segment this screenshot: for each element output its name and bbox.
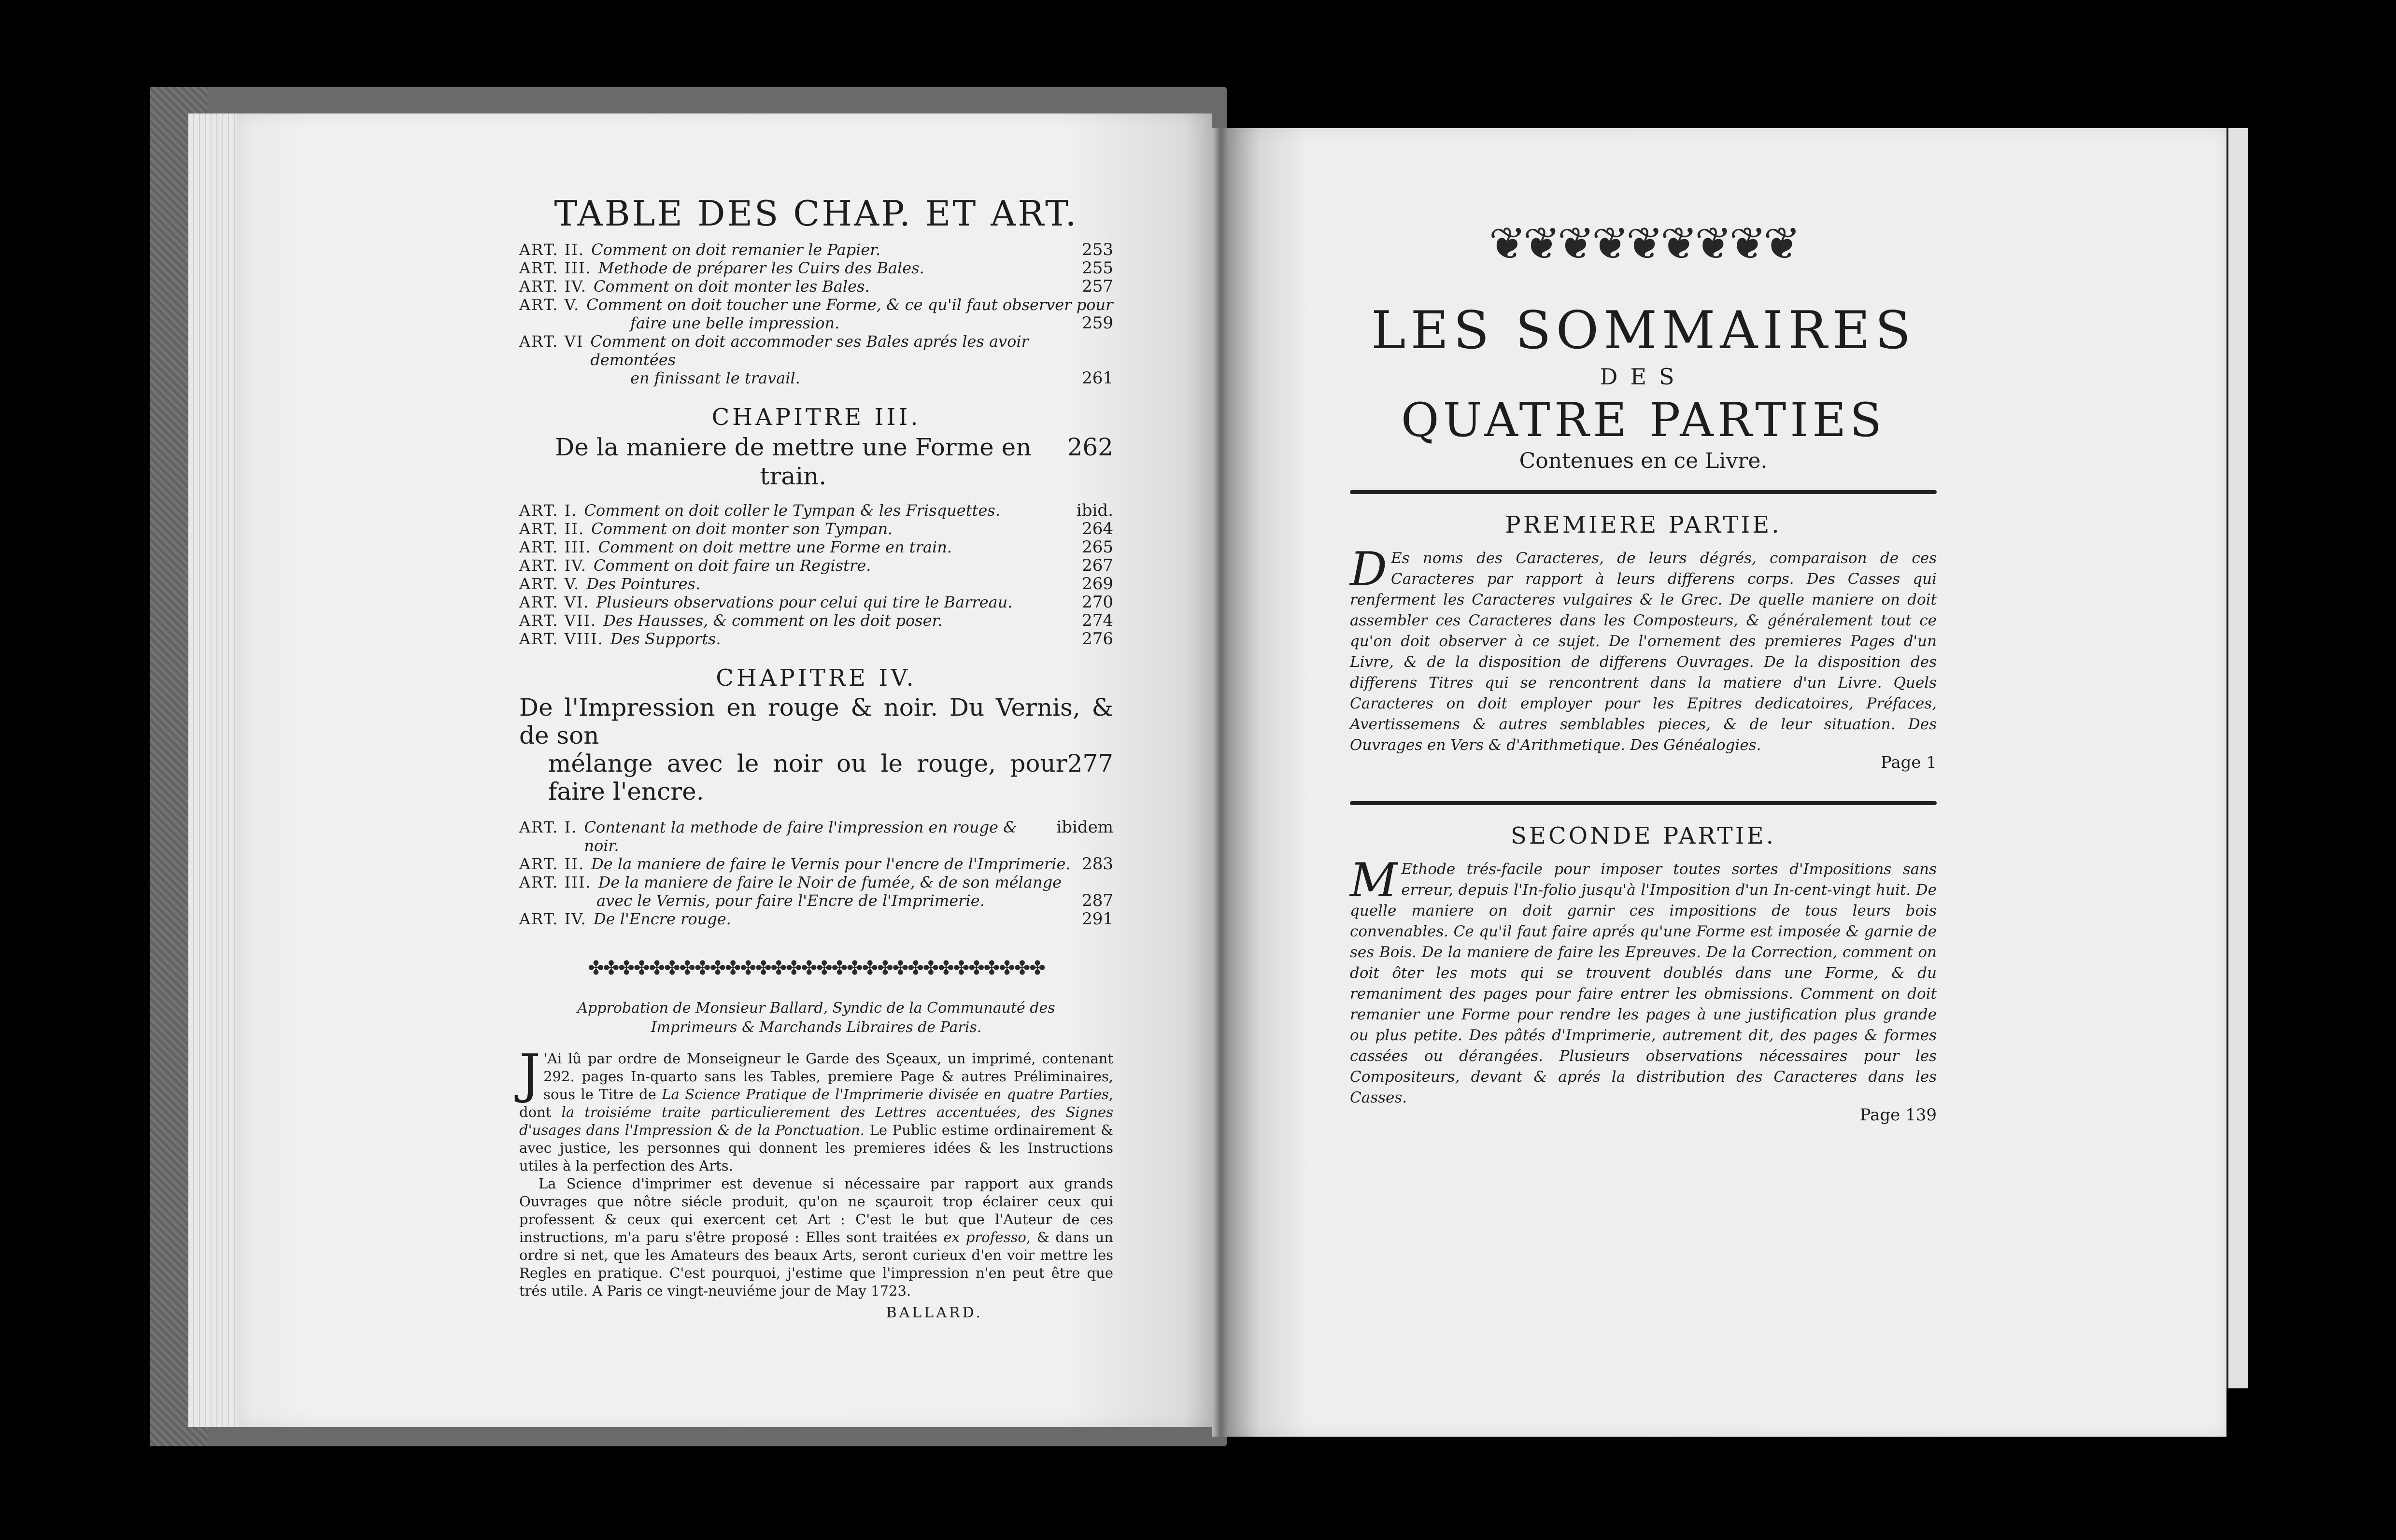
chapter-heading: CHAPITRE III.: [711, 404, 921, 431]
article-title: Des Hausses, & comment on les doit poser.: [603, 611, 943, 630]
toc-entry: [519, 556, 1113, 575]
text-run: , dont: [519, 1086, 1113, 1120]
page-number: 269: [1082, 574, 1113, 593]
toc-entry: [519, 538, 1113, 556]
article-title: Comment on doit toucher une Forme, & ce qu'il faut observer pour: [586, 296, 1113, 314]
article-title: Comment on doit coller le Tympan & les Frisquettes.: [584, 501, 1000, 520]
article-title: Comment on doit faire un Registre.: [593, 556, 871, 575]
page-number: 253: [1082, 240, 1113, 259]
toc-entry: [519, 520, 1113, 538]
article-number: ART. II.: [519, 240, 585, 259]
drop-cap: M: [1350, 853, 1398, 907]
fleuron-divider-icon: ✤✤✤✤✤✤✤✤✤✤✤✤✤✤✤✤✤✤✤✤✤✤✤✤✤✤✤✤✤✤: [588, 957, 1045, 979]
page-number: 267: [1082, 556, 1113, 575]
article-title: Comment on doit remanier le Papier.: [591, 240, 881, 259]
article-title: Comment on doit monter son Tympan.: [591, 520, 893, 538]
article-number: ART. III.: [519, 538, 592, 556]
page-number: 287: [1082, 891, 1113, 910]
toc-entry: [519, 593, 1113, 611]
book-gutter: [1212, 128, 1229, 1437]
horizontal-rule: [1350, 490, 1937, 494]
page-number: 261: [1082, 368, 1113, 388]
article-title: De l'Encre rouge.: [593, 910, 731, 928]
page-number: 283: [1082, 854, 1113, 874]
part-heading: PREMIERE PARTIE.: [1505, 511, 1782, 538]
running-title: TABLE DES CHAP. ET ART.: [554, 193, 1078, 234]
chapter-heading: CHAPITRE IV.: [716, 664, 917, 692]
article-number: ART. II.: [519, 855, 585, 873]
summaries-page: [1350, 212, 1937, 1154]
article-title: Contenant la methode de faire l'impression en rouge & noir.: [584, 818, 1017, 855]
part-summary: [1350, 853, 1937, 1108]
subtitle: Contenues en ce Livre.: [1519, 449, 1768, 473]
toc-entry: [519, 910, 1113, 928]
article-title: Plusieurs observations pour celui qui tire le Barreau.: [596, 593, 1013, 611]
drop-cap: J: [519, 1043, 541, 1104]
toc-entry: [519, 855, 1113, 873]
toc-entry: [519, 818, 1113, 855]
article-number: ART. VI: [519, 332, 584, 351]
page-number: 291: [1082, 909, 1113, 929]
page-edges-right: [2226, 128, 2248, 1388]
title-line: LES SOMMAIRES: [1371, 300, 1916, 361]
toc-entry: [519, 575, 1113, 593]
article-title: De la maniere de faire le Vernis pour l'encre de l'Imprimerie.: [591, 855, 1071, 873]
toc-entry-continuation: [519, 891, 1113, 910]
text-run: 'Ai lû par ordre de Monseigneur le Garde des Sçeaux, un imprimé, contenant 292. pages In-quarto sans les Tables, premiere Page & autres Préliminaires, sous le Titre de: [543, 1050, 1113, 1102]
signature: BALLARD.: [886, 1304, 983, 1321]
part-summary: [1350, 542, 1937, 756]
page-edges-left: [188, 113, 241, 1427]
book-title: La Science Pratique de l'Imprimerie divisée en quatre Parties: [662, 1086, 1109, 1102]
text-run: La Science d'imprimer est devenue si nécessaire par rapport aux grands Ouvrages que nôtre siécle produit, qu'on ne sçauroit trop éclairer ceux qui professent & ceux qui exercent cet Art : C'est le but que l'Auteur de ces instructions, m'a paru s'être proposé : Elles sont traitées: [519, 1175, 1113, 1245]
article-number: ART. VII.: [519, 611, 597, 630]
toc-entry: [519, 630, 1113, 648]
article-number: ART. V.: [519, 296, 580, 314]
page-number: ibidem: [1056, 818, 1113, 837]
chapter-title: [519, 693, 1113, 805]
page-number: 257: [1082, 277, 1113, 296]
article-title: Comment on doit monter les Bales.: [593, 277, 870, 296]
table-of-contents: [519, 193, 1113, 1322]
text-run-italic: la troisiéme traite particulierement des Lettres accentuées, des Signes d'usages dans l'Impression & de la Ponctuation: [519, 1104, 1113, 1138]
chapter-title-text: mélange avec le noir ou le rouge, pour faire l'encre.: [548, 749, 1067, 805]
summary-text: Ethode trés-facile pour imposer toutes sortes d'Impositions sans erreur, depuis l'In-folio jusqu'à l'Imposition d'un In-cent-vingt huit. De quelle maniere on doit garnir ces impositions de tous leurs bois convenables. Ce qu'il faut faire aprés qu'une Forme est imposée & garnie de ses Bois. De la maniere de faire les Epreuves. De la Correction, comment on doit ôter les mots qui se trouvent doublés dans une Forme, & du remaniment des pages pour faire entrer les obmissions. Comment on doit remanier une Forme pour rendre les pages à une justification plus grande ou plus petite. Des pâtés d'Imprimerie, autrement dit, des pages & formes cassées ou dérangées. Plusieurs observations nécessaires pour les Compositeurs, devant & aprés la distribution des Caracteres dans les Casses.: [1350, 861, 1937, 1106]
approbation-heading: Approbation de Monsieur Ballard, Syndic de la Communauté des Imprimeurs & Marchands Libraires de Paris.: [577, 1000, 1055, 1036]
article-number: ART. II.: [519, 520, 585, 538]
article-title-cont: faire une belle impression.: [630, 314, 840, 332]
article-number: ART. IV.: [519, 277, 587, 296]
part-heading: SECONDE PARTIE.: [1511, 822, 1776, 849]
page-number: 259: [1082, 313, 1113, 333]
text-run-italic: ex professo: [943, 1229, 1026, 1245]
article-number: ART. III.: [519, 259, 592, 277]
article-title: Des Pointures.: [586, 575, 701, 593]
toc-entry: [519, 873, 1113, 891]
toc-entry: [519, 611, 1113, 630]
ornament-band-icon: ❦❦❦❦❦❦❦❦❦: [1489, 218, 1798, 269]
toc-entry: [519, 501, 1113, 520]
article-number: ART. IV.: [519, 910, 587, 928]
article-title-cont: avec le Vernis, pour faire l'Encre de l'Imprimerie.: [596, 891, 985, 910]
chapter-title-text: De la maniere de mettre une Forme en train.: [555, 433, 1032, 490]
text-run: , & dans un ordre si net, que les Amateurs des beaux Arts, seront curieux d'en voir mettre les Regles en pratique. C'est pourquoi, j'estime que l'impression n'en peut être que trés utile. A Paris ce vingt-neuviéme jour de May 1723.: [519, 1229, 1113, 1299]
chapter-title-line: De l'Impression en rouge & noir. Du Vernis, & de son: [519, 693, 1113, 749]
toc-entry: [519, 277, 1113, 296]
article-title: Comment on doit mettre une Forme en train.: [598, 538, 952, 556]
toc-entry: [519, 240, 1113, 259]
page-number: 274: [1082, 611, 1113, 630]
page-number: 270: [1082, 593, 1113, 612]
summary-text: Es noms des Caracteres, de leurs dégrés, comparaison de ces Caracteres par rapport à leurs differens corps. Des Casses qui renferment les Caracteres vulgaires & le Grec. De quelle maniere on doit assembler ces Caracteres dans les Composteurs, & généralement tout ce qu'on doit observer à ce sujet. De l'ornement des premieres Pages d'un Livre, & de la disposition de differens Ouvrages. De la disposition des differens Titres qui se rencontrent dans la matiere d'un Livre. Quels Caracteres on doit employer pour les Epitres dedicatoires, Préfaces, Avertissemens & autres semblables pieces, & de leur situation. Des Ouvrages en Vers & d'Arithmetique. Des Généalogies.: [1350, 550, 1937, 754]
page-number: 264: [1082, 519, 1113, 538]
article-number: ART. VI.: [519, 593, 590, 611]
page-number: 262: [1067, 433, 1113, 461]
page-number: 277: [1067, 749, 1113, 777]
article-number: ART. IV.: [519, 556, 587, 575]
page-reference: Page 1: [1881, 753, 1937, 772]
article-number: ART. III.: [519, 873, 592, 891]
toc-entry: [519, 332, 1113, 369]
article-number: ART. V.: [519, 575, 580, 593]
toc-entry: [519, 259, 1113, 277]
horizontal-rule: [1350, 801, 1937, 805]
article-number: ART. I.: [519, 818, 578, 836]
toc-entry-continuation: [519, 369, 1113, 387]
page-number: 276: [1082, 629, 1113, 649]
text-run: . Le Public estime ordinairement & avec justice, les personnes qui donnent les premieres idées & les Instructions utiles à la perfection des Arts.: [519, 1122, 1113, 1174]
page-number: 265: [1082, 537, 1113, 557]
page-number: ibid.: [1076, 501, 1113, 520]
page-reference: Page 139: [1859, 1105, 1937, 1125]
approbation-paragraph: [519, 1175, 1113, 1300]
article-title: Comment on doit accommoder ses Bales aprés les avoir demontées: [590, 332, 1029, 369]
article-number: ART. I.: [519, 501, 578, 520]
article-number: ART. VIII.: [519, 630, 604, 648]
page-number: 255: [1082, 258, 1113, 278]
chapter-title: [519, 433, 1113, 491]
title-line: QUATRE PARTIES: [1401, 393, 1886, 447]
chapter-title-line: [519, 749, 1113, 805]
approbation-text: [519, 1043, 1113, 1322]
toc-entry-continuation: [519, 314, 1113, 332]
article-title: Des Supports.: [610, 630, 721, 648]
toc-entry: [519, 296, 1113, 314]
article-title-cont: en finissant le travail.: [630, 369, 800, 387]
drop-cap: D: [1350, 542, 1387, 596]
article-title: De la maniere de faire le Noir de fumée, & de son mélange: [598, 873, 1062, 891]
approbation-paragraph: [519, 1043, 1113, 1175]
title-line: DES: [1600, 364, 1687, 390]
article-title: Methode de préparer les Cuirs des Bales.: [598, 259, 924, 277]
